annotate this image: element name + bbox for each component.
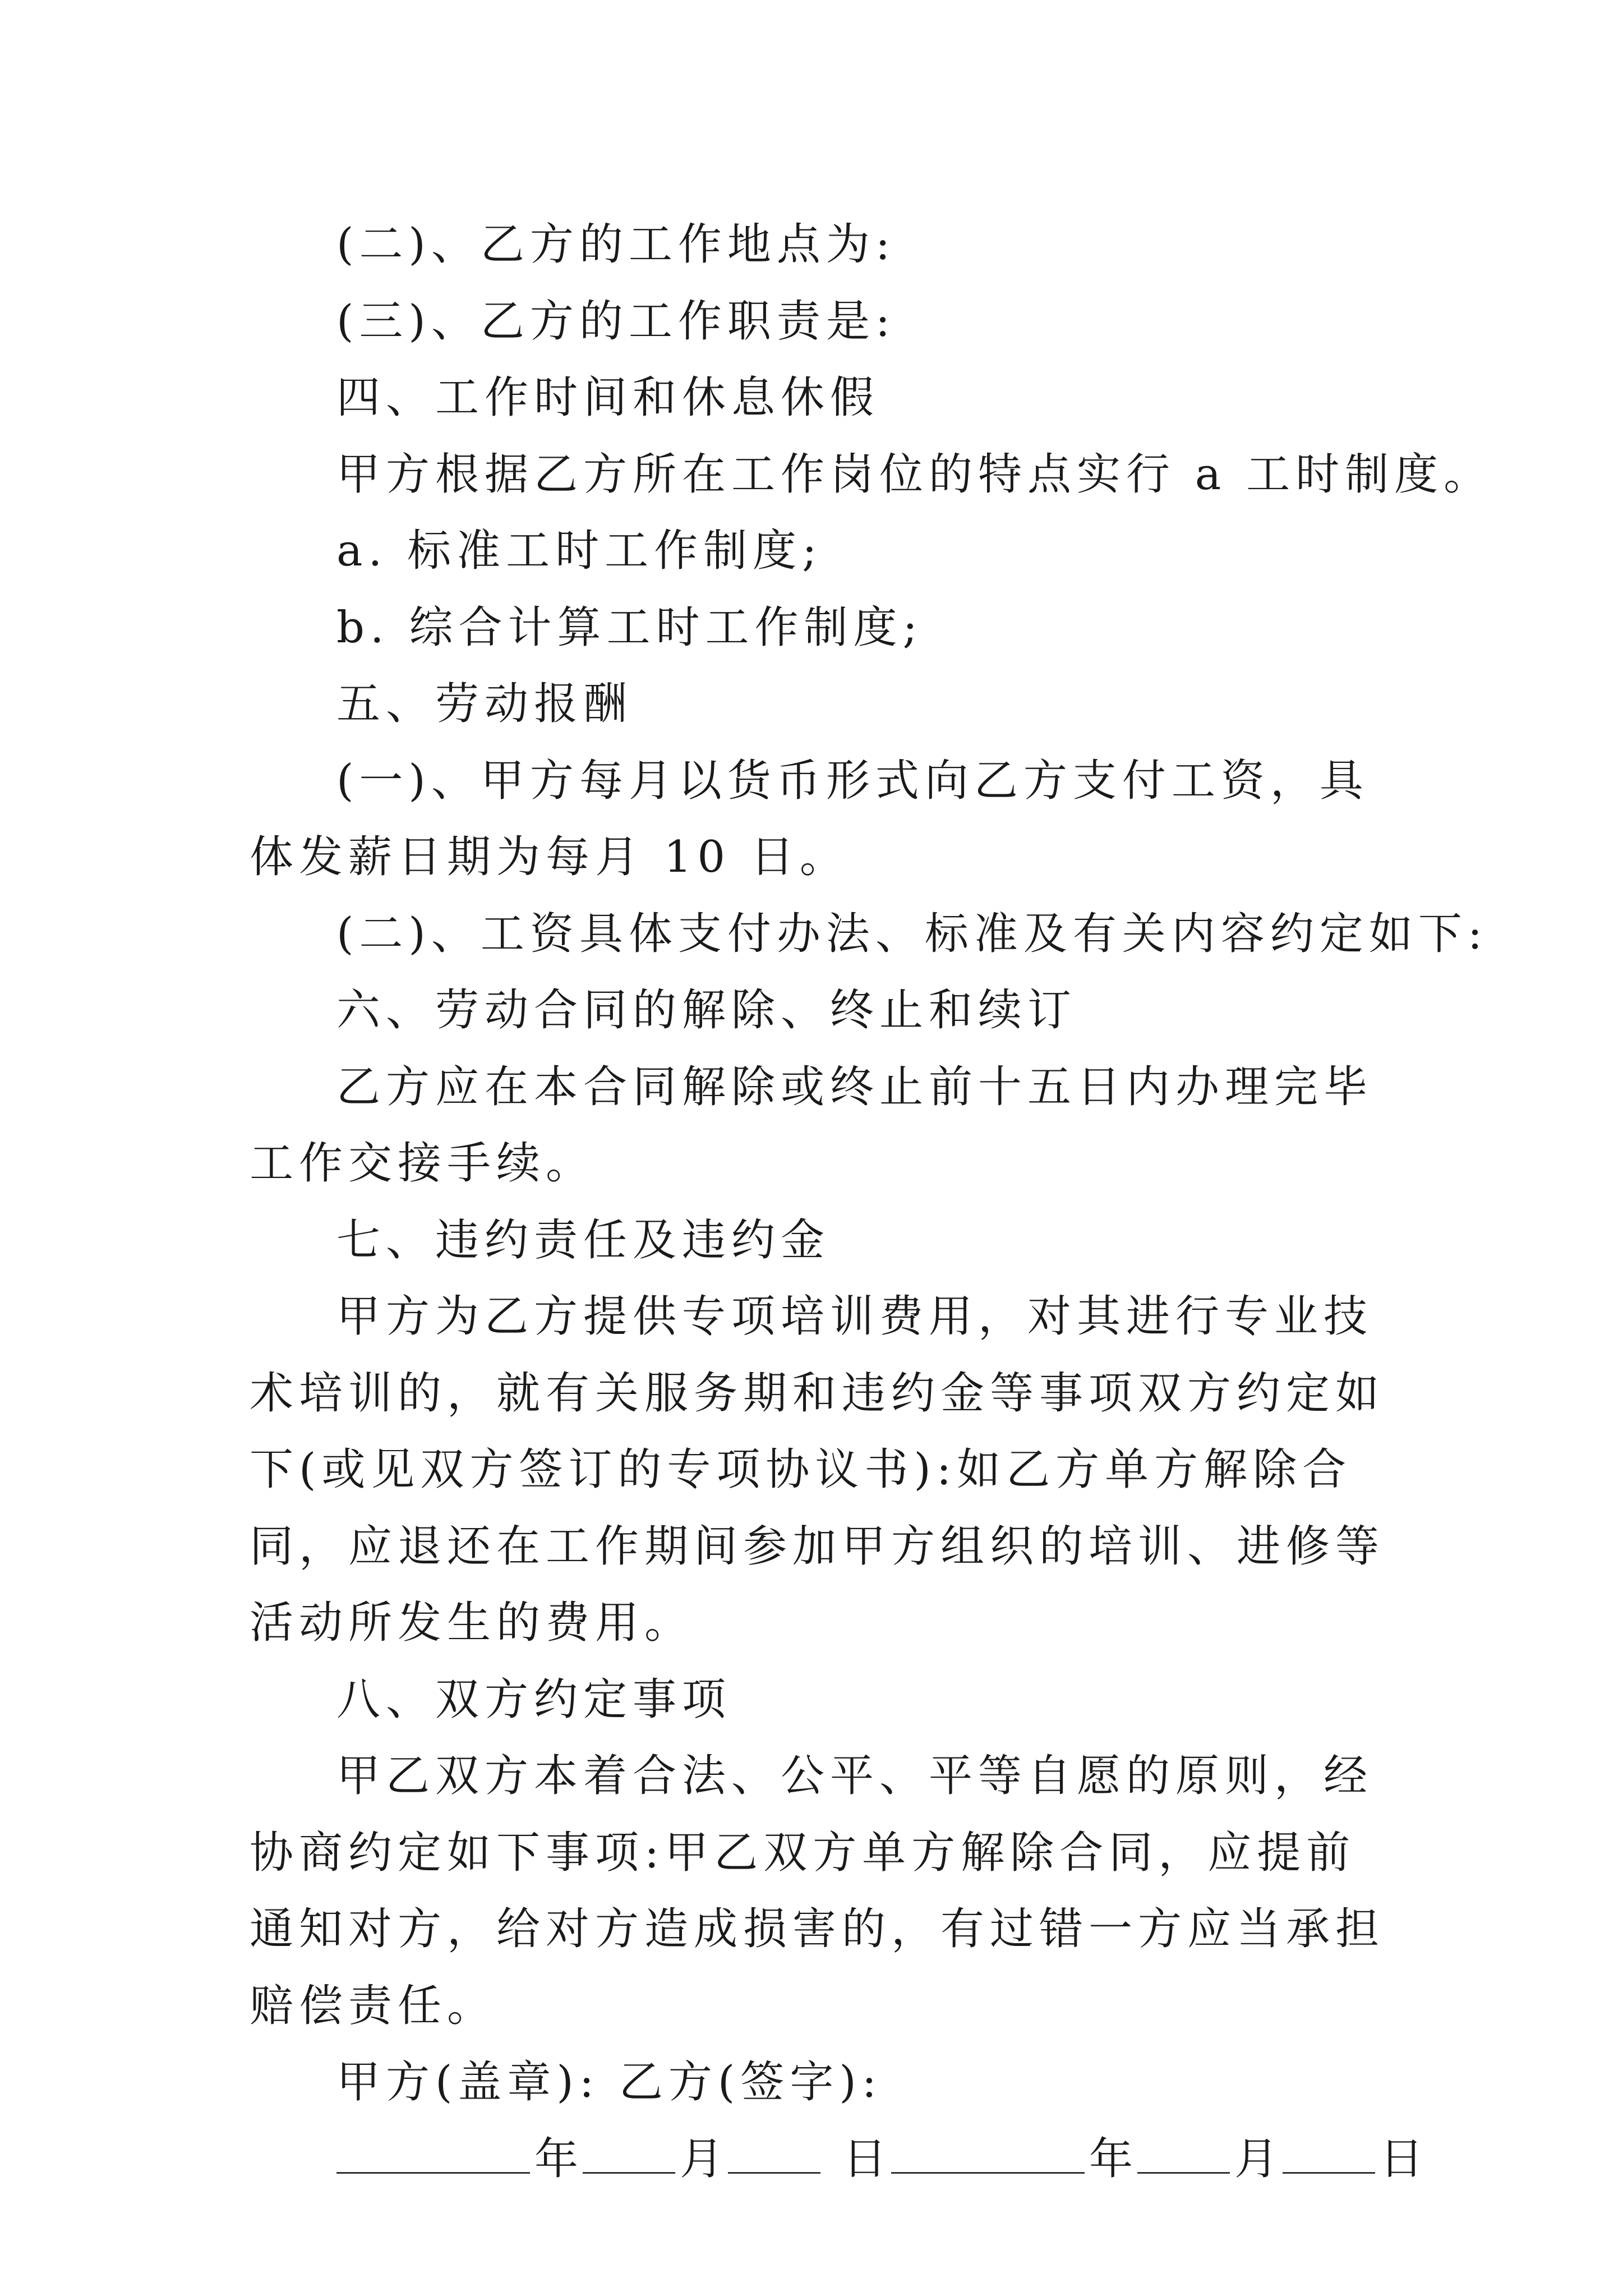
party-a-year-label: 年 [534, 2133, 579, 2184]
section-6-text: 乙方应在本合同解除或终止前十五日内办理完毕工作交接手续。 [250, 1061, 1373, 1189]
clause-5-1: (一)、甲方每月以货币形式向乙方支付工资，具体发薪日期为每月 10 日。 [250, 755, 1369, 882]
clause-5-2: (二)、工资具体支付办法、标准及有关内容约定如下: [336, 908, 1488, 959]
signature-line: 甲方(盖章): 乙方(签字): [336, 2057, 883, 2108]
document-body [250, 206, 1493, 2197]
party-a-year-blank[interactable] [336, 2133, 530, 2174]
date-line [250, 2121, 1424, 2198]
party-b-day-blank[interactable] [1283, 2133, 1375, 2174]
option-b: b. 综合计算工时工作制度; [336, 602, 923, 653]
party-a-month-label: 月 [680, 2133, 724, 2184]
clause-2-3: (三)、乙方的工作职责是: [336, 296, 896, 347]
party-b-day-label: 日 [1380, 2133, 1424, 2184]
section-4-heading: 四、工作时间和休息休假 [336, 372, 880, 423]
section-7-text: 甲方为乙方提供专项培训费用，对其进行专业技术培训的，就有关服务期和违约金等事项双方约定如下(或见双方签订的专项协议书):如乙方单方解除合同，应退还在工作期间参加甲方组织的培训、进修等活动所发生的费用。 [250, 1291, 1385, 1648]
section-6-heading: 六、劳动合同的解除、终止和续订 [336, 985, 1077, 1036]
party-b-year-blank[interactable] [891, 2133, 1085, 2174]
party-a-day-label: 日 [843, 2133, 887, 2184]
section-5-heading: 五、劳动报酬 [336, 679, 633, 729]
party-b-year-label: 年 [1089, 2133, 1133, 2184]
party-a-day-blank[interactable] [728, 2133, 820, 2174]
option-a: a. 标准工时工作制度; [336, 526, 823, 576]
party-b-month-label: 月 [1234, 2133, 1279, 2184]
party-a-month-blank[interactable] [583, 2133, 675, 2174]
clause-2-2: (二)、乙方的工作地点为: [336, 219, 896, 270]
section-8-heading: 八、双方约定事项 [336, 1674, 732, 1725]
party-b-month-blank[interactable] [1137, 2133, 1230, 2174]
section-8-text: 甲乙双方本着合法、公平、平等自愿的原则，经协商约定如下事项:甲乙双方单方解除合同，应提前通知对方，给对方造成损害的，有过错一方应当承担赔偿责任。 [250, 1751, 1385, 2031]
section-7-heading: 七、违约责任及违约金 [336, 1214, 831, 1266]
section-4-text: 甲方根据乙方所在工作岗位的特点实行 a 工时制度。 [336, 449, 1493, 500]
